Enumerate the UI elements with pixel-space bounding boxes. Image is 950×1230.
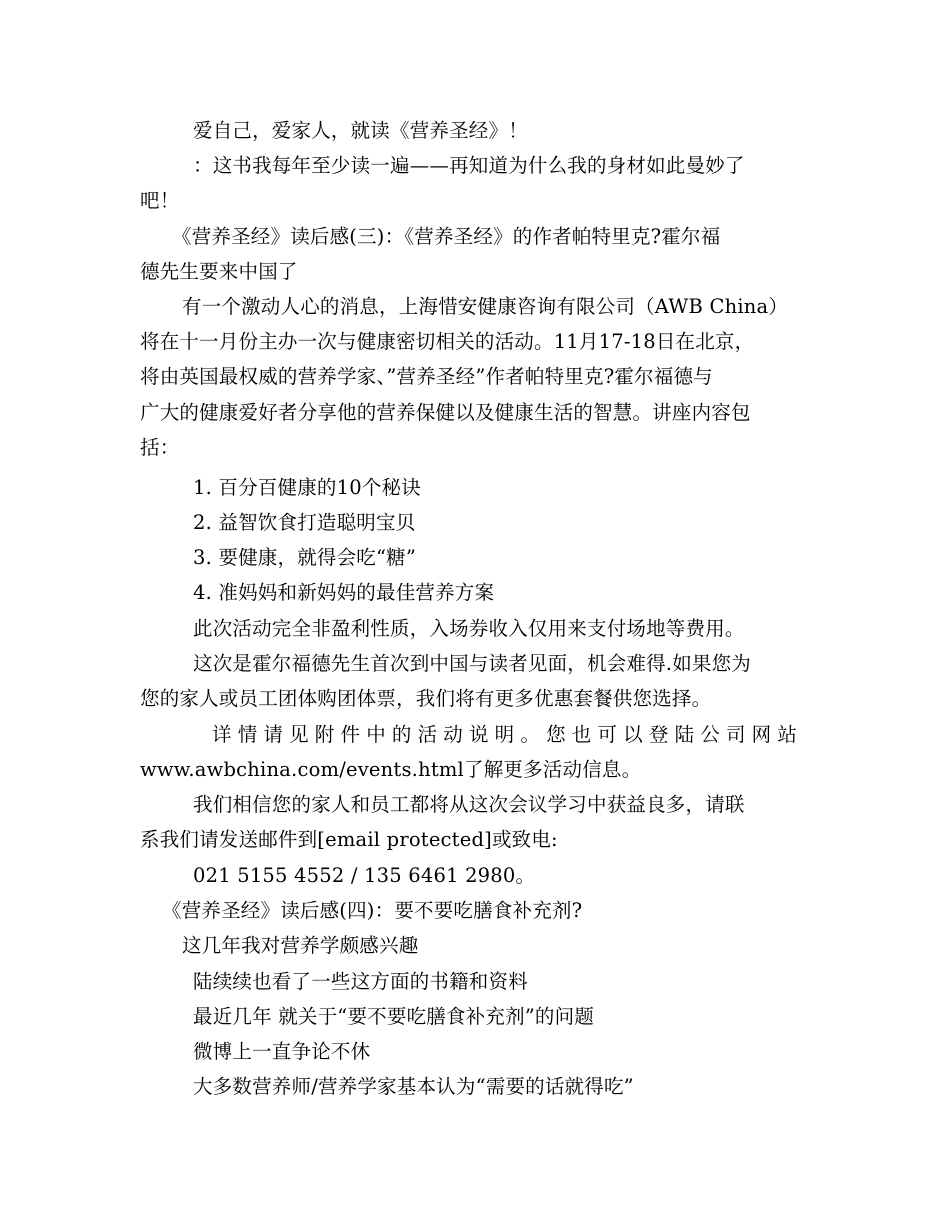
text-line: 这几年我对营养学颇感兴趣 <box>182 934 419 957</box>
text-line: 这次是霍尔福德先生首次到中国与读者见面，机会难得.如果您为 <box>193 652 751 675</box>
text-line: 陆续续也看了一些这方面的书籍和资料 <box>193 970 528 993</box>
text-line: 广大的健康爱好者分享他的营养保健以及健康生活的智慧。讲座内容包 <box>140 401 751 424</box>
text-line: 详 情 请 见 附 件 中 的 活 动 说 明 。 您 也 可 以 登 陆 公 司 网 站 <box>212 723 797 746</box>
list-item: 4. 准妈妈和新妈妈的最佳营养方案 <box>193 581 495 604</box>
text-line: 系我们请发送邮件到[email protected]或致电: <box>140 828 558 851</box>
text-line: 将由英国最权威的营养学家、”营养圣经”作者帕特里克?霍尔福德与 <box>140 365 713 388</box>
section-heading: 《营养圣经》读后感(四)：要不要吃膳食补充剂? <box>162 899 583 922</box>
text-line: 大多数营养师/营养学家基本认为“需要的话就得吃” <box>193 1075 634 1098</box>
section-heading: 德先生要来中国了 <box>140 260 298 283</box>
text-line: ：这书我每年至少读一遍——再知道为什么我的身材如此曼妙了 <box>193 154 745 177</box>
text-line: 021 5155 4552 / 135 6461 2980。 <box>193 864 536 887</box>
text-line: 吧！ <box>140 189 180 212</box>
text-line: 您的家人或员工团体购团体票，我们将有更多优惠套餐供您选择。 <box>140 687 712 710</box>
text-line: 有一个激动人心的消息，上海惜安健康咨询有限公司（AWB China） <box>182 295 789 318</box>
text-line: 此次活动完全非盈利性质，入场券收入仅用来支付场地等费用。 <box>193 617 745 640</box>
text-line: 我们相信您的家人和员工都将从这次会议学习中获益良多，请联 <box>193 793 745 816</box>
text-line: 最近几年 就关于“要不要吃膳食补充剂”的问题 <box>193 1005 595 1028</box>
text-line: 将在十一月份主办一次与健康密切相关的活动。11月17-18日在北京， <box>140 330 755 353</box>
list-item: 3. 要健康，就得会吃“糖” <box>193 546 417 569</box>
list-item: 2. 益智饮食打造聪明宝贝 <box>193 511 416 534</box>
text-line: www.awbchina.com/events.html了解更多活动信息。 <box>140 758 642 781</box>
text-line: 爱自己，爱家人，就读《营养圣经》！ <box>193 119 528 142</box>
text-line: 微博上一直争论不休 <box>193 1040 371 1063</box>
list-item: 1. 百分百健康的10个秘诀 <box>193 476 421 499</box>
text-line: 括： <box>140 436 180 459</box>
section-heading: 《营养圣经》读后感(三)：《营养圣经》的作者帕特里克?霍尔福 <box>172 225 721 248</box>
